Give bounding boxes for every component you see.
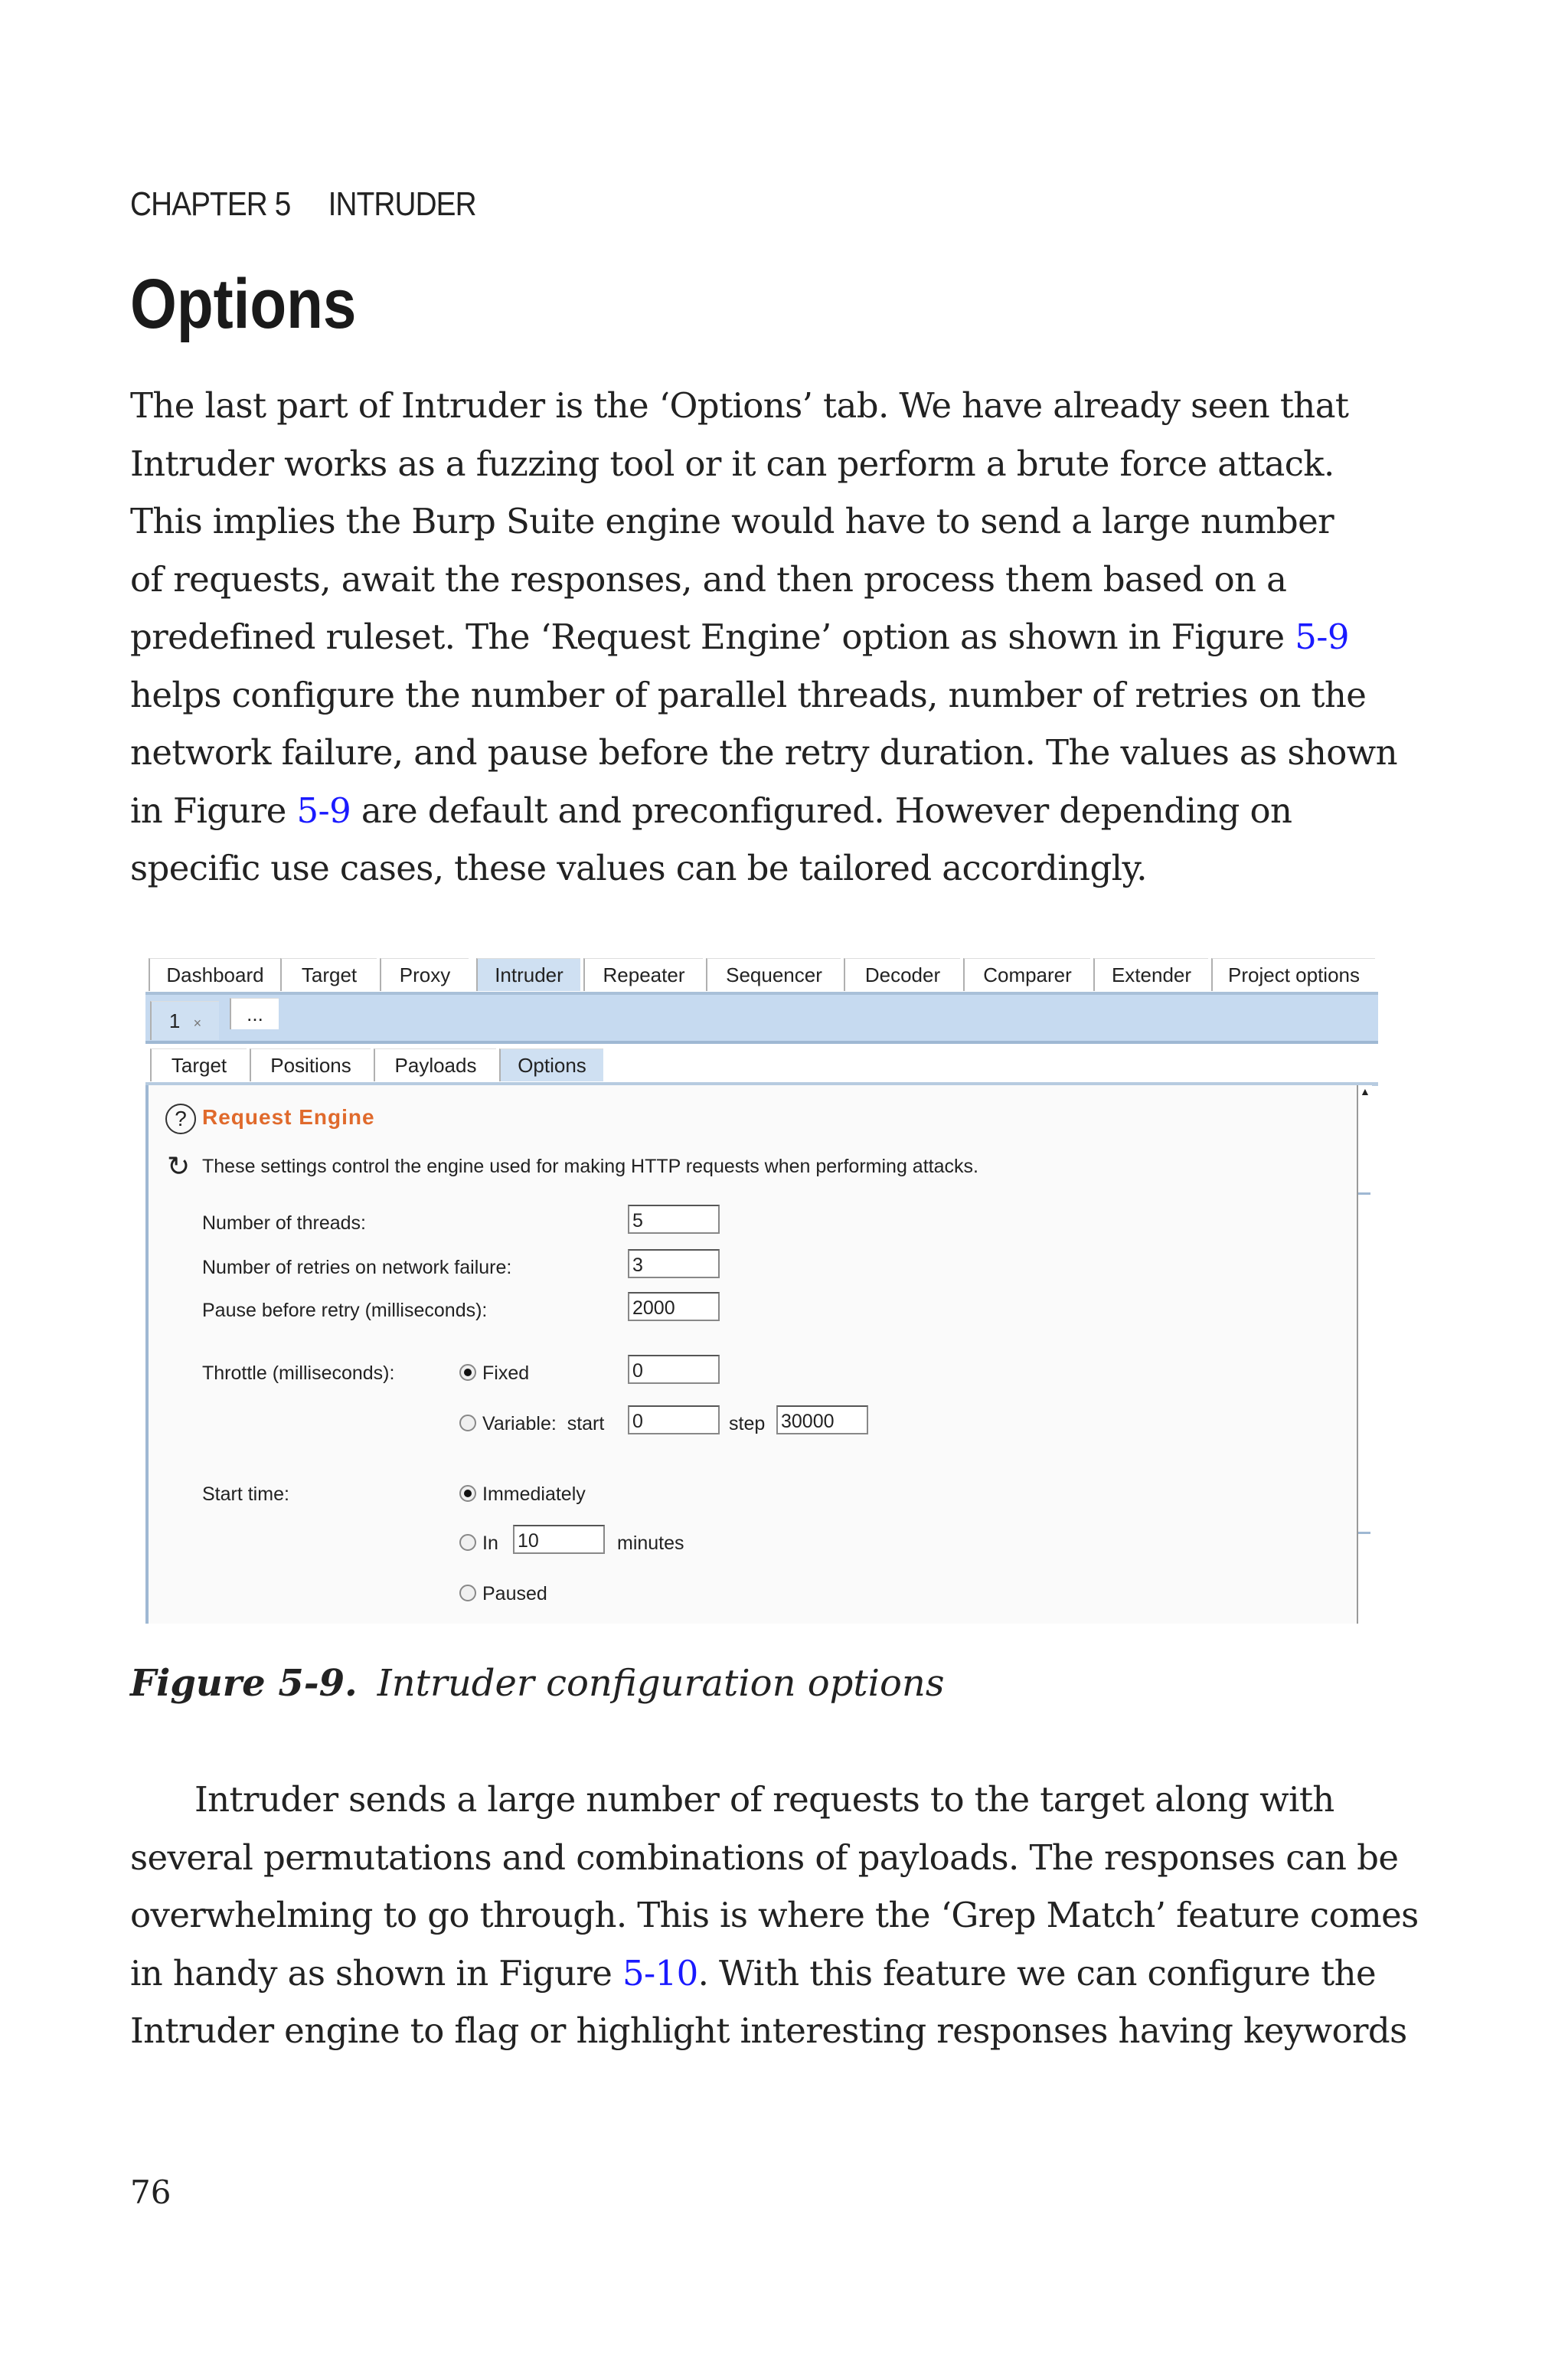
- tab-proxy[interactable]: Proxy: [380, 958, 469, 991]
- text-line: [130, 492, 1397, 551]
- throttle-fixed-input[interactable]: 0: [628, 1355, 720, 1384]
- start-immediately-radio[interactable]: [459, 1485, 476, 1502]
- line-text: of requests, await the responses, and then process them based on a: [130, 558, 1287, 600]
- line-text: several permutations and combinations of payloads. The responses can be: [130, 1837, 1399, 1878]
- text-line: [130, 2002, 1419, 2060]
- tab-extender[interactable]: Extender: [1093, 958, 1208, 991]
- line-text: specific use cases, these values can be tailored accordingly.: [130, 848, 1147, 888]
- minutes-label: minutes: [617, 1532, 684, 1554]
- main-tab-bar: [145, 953, 1378, 995]
- line-text: Intruder works as a fuzzing tool or it can perform a brute force attack.: [130, 443, 1334, 484]
- throttle-step-label: step: [729, 1413, 766, 1434]
- page-number: 76: [130, 2174, 172, 2211]
- chapter-label: CHAPTER 5: [130, 185, 291, 223]
- text-line: [130, 435, 1397, 493]
- line-text: in handy as shown in Figure: [130, 1952, 622, 1994]
- threads-label: Number of threads:: [202, 1212, 366, 1234]
- start-paused-label: Paused: [482, 1583, 547, 1604]
- section-label: INTRUDER: [328, 185, 476, 223]
- pause-label: Pause before retry (milliseconds):: [202, 1300, 488, 1321]
- start-immediately-label: Immediately: [482, 1483, 586, 1505]
- sub-tab-bar: [145, 1044, 1378, 1086]
- vertical-scrollbar[interactable]: [1357, 1085, 1372, 1624]
- text-line: [130, 724, 1397, 782]
- text-line: [130, 551, 1397, 609]
- figure-caption: [130, 1662, 944, 1705]
- text-line: [130, 839, 1397, 898]
- section-title: Request Engine: [202, 1105, 375, 1129]
- start-in-label: In: [482, 1532, 498, 1554]
- start-paused-radio[interactable]: [459, 1585, 476, 1601]
- line-text: predefined ruleset. The ‘Request Engine’ option as shown in Figure: [130, 617, 1295, 657]
- refresh-icon[interactable]: ↻: [167, 1150, 191, 1182]
- text-line: [130, 608, 1397, 666]
- tab-target[interactable]: Target: [280, 958, 377, 991]
- close-icon[interactable]: ×: [193, 1016, 202, 1031]
- figure-number: Figure 5-9.: [130, 1662, 358, 1705]
- tab-sequencer[interactable]: Sequencer: [706, 958, 841, 991]
- attack-tab-bar: [145, 995, 1378, 1044]
- throttle-step-input[interactable]: 30000: [776, 1405, 868, 1434]
- figure-link[interactable]: 5-9: [296, 790, 351, 831]
- text-line: [130, 782, 1397, 840]
- tab-comparer[interactable]: Comparer: [963, 958, 1090, 991]
- throttle-start-input[interactable]: 0: [628, 1405, 720, 1434]
- text-line: [130, 1945, 1419, 2003]
- subtab-payloads[interactable]: Payloads: [374, 1048, 496, 1081]
- subtab-options[interactable]: Options: [499, 1048, 603, 1081]
- text-line: [130, 1886, 1419, 1945]
- figure-caption-text: Intruder configuration options: [377, 1662, 945, 1705]
- attack-tab-1[interactable]: [150, 1001, 219, 1040]
- options-panel: [145, 1085, 1360, 1624]
- retries-label: Number of retries on network failure:: [202, 1257, 512, 1278]
- scrollbar-thumb[interactable]: [1358, 1192, 1370, 1534]
- line-text: overwhelming to go through. This is where the ‘Grep Match’ feature comes: [130, 1895, 1419, 1935]
- line-text: are default and preconfigured. However depending on: [351, 790, 1292, 831]
- line-text: The last part of Intruder is the ‘Options’ tab. We have already seen that: [130, 385, 1349, 426]
- line-text: in Figure: [130, 790, 297, 831]
- tab-dashboard[interactable]: Dashboard: [149, 958, 280, 991]
- paragraph-1: [130, 377, 1397, 898]
- throttle-fixed-radio[interactable]: [459, 1364, 476, 1381]
- help-icon[interactable]: ?: [165, 1104, 196, 1134]
- text-line: [130, 1771, 1419, 1829]
- running-header: [130, 185, 514, 224]
- paragraph-2: [130, 1771, 1419, 2060]
- figure-intruder-options: [145, 953, 1378, 1624]
- figure-link[interactable]: 5-9: [1295, 617, 1349, 657]
- throttle-fixed-label: Fixed: [482, 1362, 530, 1384]
- text-line: [130, 666, 1397, 725]
- new-attack-tab-button[interactable]: ...: [230, 998, 279, 1029]
- threads-input[interactable]: 5: [628, 1205, 720, 1234]
- attack-tab-label: 1: [168, 1009, 181, 1032]
- text-line: [130, 1829, 1419, 1887]
- start-time-label: Start time:: [202, 1483, 289, 1505]
- line-text: . With this feature we can configure the: [697, 1952, 1376, 1994]
- tab-repeater[interactable]: Repeater: [583, 958, 703, 991]
- throttle-variable-label: Variable: start: [482, 1413, 605, 1434]
- line-text: Intruder engine to flag or highlight interesting responses having keywords: [130, 2010, 1407, 2051]
- line-text: helps configure the number of parallel threads, number of retries on the: [130, 674, 1367, 715]
- start-in-minutes-input[interactable]: 10: [513, 1525, 605, 1554]
- throttle-variable-radio[interactable]: [459, 1415, 476, 1431]
- line-text: Intruder sends a large number of requests to the target along with: [194, 1779, 1334, 1820]
- line-text: This implies the Burp Suite engine would have to send a large number: [130, 501, 1334, 541]
- throttle-label: Throttle (milliseconds):: [202, 1362, 395, 1384]
- page-title: Options: [130, 265, 357, 343]
- text-line: [130, 377, 1397, 435]
- tab-intruder[interactable]: Intruder: [476, 958, 580, 991]
- retries-input[interactable]: 3: [628, 1249, 720, 1278]
- scroll-up-arrow-icon[interactable]: ▲: [1360, 1085, 1370, 1097]
- line-text: network failure, and pause before the retry duration. The values as shown: [130, 732, 1398, 773]
- figure-link[interactable]: 5-10: [622, 1952, 698, 1994]
- pause-input[interactable]: 2000: [628, 1292, 720, 1321]
- tab-project-options[interactable]: Project options: [1211, 958, 1375, 991]
- start-in-radio[interactable]: [459, 1534, 476, 1551]
- subtab-positions[interactable]: Positions: [250, 1048, 371, 1081]
- section-description: These settings control the engine used for making HTTP requests when performing attacks.: [202, 1156, 978, 1177]
- tab-decoder[interactable]: Decoder: [844, 958, 960, 991]
- subtab-target[interactable]: Target: [150, 1048, 247, 1081]
